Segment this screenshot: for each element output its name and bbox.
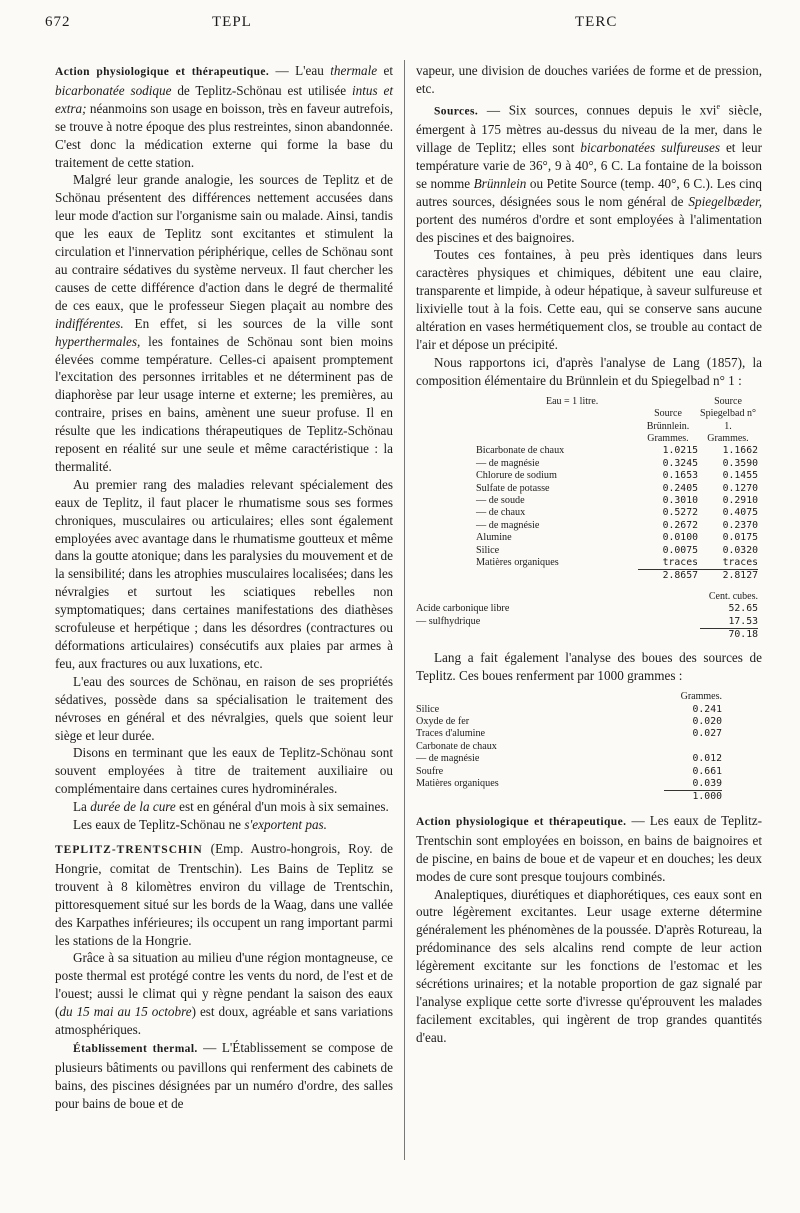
row-label: Bicarbonate de chaux <box>476 445 565 457</box>
boues-total: 1.000 <box>664 791 722 804</box>
row-value: 1.0215 <box>662 445 698 457</box>
paragraph-conclusion: Disons en terminant que les eaux de Teplitz-Schönau sont souvent employées à titre de traitement auxiliaire ou complémentaire dans certaines cures hydrominérales. <box>55 745 393 797</box>
paragraph-sources: Sources. — Six sources, connues depuis le xvi$^e$ siècle, émergent à 175 mètres au-dessus du niveau de la mer, dans le village de Teplitz; elles sont bicarbonatées sulfureuses et leur température varie de 36°, 9 à 40°, 6 C. La fontaine de la boisson se nomme Brünnlein ou Petite Source (temp. 40°, 6 C.). Les cinq autres sources, désignées sous le nom général de Spiegelbæder, portent des numéros d'ordre et sont employées à l'alimentation des piscines et des baignoires. <box>416 101 762 245</box>
unit-cent-cubes: Cent. cubes. <box>708 590 758 602</box>
row-value: 0.027 <box>692 728 722 740</box>
row-label: Soufre <box>416 765 444 777</box>
table-row <box>476 458 758 470</box>
gas-table <box>416 591 762 642</box>
table-row <box>416 778 722 791</box>
row-value: 0.0075 <box>662 544 698 556</box>
row-value: 0.241 <box>692 703 722 715</box>
paragraph-duree: La durée de la cure est en général d'un mois à six semaines. <box>73 799 389 815</box>
table-row <box>476 520 758 532</box>
column-divider <box>404 60 405 1160</box>
total-spiegelbad: 2.8127 <box>698 570 758 583</box>
gas-total: 70.18 <box>700 629 758 642</box>
left-column <box>55 62 393 1113</box>
row-value: 0.3590 <box>722 457 758 469</box>
table-row <box>476 470 758 482</box>
row-label: Acide carbonique libre <box>416 603 510 615</box>
running-header <box>0 14 800 36</box>
row-value: 17.53 <box>728 615 758 627</box>
row-value: 0.661 <box>692 765 722 777</box>
row-value: 0.1270 <box>722 482 758 494</box>
unit-grammes: Grammes. <box>680 691 722 703</box>
row-label: Silice <box>476 544 500 556</box>
table-row <box>416 704 722 716</box>
row-label: — de soude <box>476 494 525 506</box>
row-label: Matières organiques <box>416 778 499 790</box>
row-value: 0.2910 <box>722 494 758 506</box>
paragraph-maladies: Au premier rang des maladies relevant spécialement des eaux de Teplitz, il faut placer le rhumatisme sous ses formes chroniques, musculaires ou articulaires; elles sont également employées avec avantage dans le rhumatisme goutteux et même dans la goutte atonique; dans les paralysies du mouvement et de la sensibilité; dans les atrophies musculaires localisées; dans les névralgies et surtout les sciatiques rebelles non symptomatiques; dans certaines manifestations des diathèses scrofuleuse et herpétique ; dans les désordres (contractures ou déformations articulaires) consécutifs aux plaies par armes à feu, aux fractures ou aux luxations, etc. <box>55 476 393 671</box>
table-row <box>416 716 722 728</box>
paragraph-analyse-lang: Nous rapportons ici, d'après l'analyse de Lang (1857), la composition élémentaire du Brünnlein et du Spiegelbad n° 1 : <box>416 354 762 388</box>
table-row <box>476 507 758 519</box>
row-value: 0.3245 <box>662 457 698 469</box>
right-running-title: TERC <box>575 14 618 30</box>
table-row <box>476 445 758 457</box>
paragraph-boues: Lang a fait également l'analyse des boues des sources de Teplitz. Ces boues renferment par 1000 grammes : <box>416 650 762 684</box>
row-label: — de magnésie <box>476 519 540 531</box>
col-head-brunnlein: Source Brünnlein. <box>646 408 690 432</box>
row-value: 0.1653 <box>662 470 698 482</box>
boues-table <box>416 691 762 804</box>
paragraph-schonau: L'eau des sources de Schönau, en raison de ses propriétés sédatives, possède dans sa spécialisation le traitement des névroses en général et des névralgies, quels que soient leur siège et leur durée. <box>55 673 393 743</box>
row-label: Carbonate de chaux <box>416 740 497 752</box>
paragraph-vapeur: vapeur, une division de douches variées de forme et de pression, etc. <box>416 63 762 96</box>
analysis-table <box>416 396 762 583</box>
row-value: traces <box>662 556 698 568</box>
row-value <box>664 741 722 753</box>
paragraph-fontaines: Toutes ces fontaines, à peu près identiques dans leurs caractères physiques et chimiques, débitent une eau claire, transparente et limpide, à odeur hépatique, à saveur sulfureuse et lixivielle tout à la fois. Cette eau, qui se conserve sans aucune altération en vases hermétiquement clos, se trouble au contact de l'air et dépose un précipité. <box>416 247 762 352</box>
table-row <box>476 557 758 570</box>
paragraph-etablissement: Établissement thermal. — L'Établissement se compose de plusieurs bâtiments ou pavillons qui renferment des cabinets de bains, des piscines désignées par un numéro d'ordre, des salles pour bains de boue et de <box>55 1039 393 1111</box>
unit-grammes: Grammes. <box>647 432 689 444</box>
left-running-title: TEPL <box>212 14 252 30</box>
row-value: 0.0175 <box>722 532 758 544</box>
entry-headword: TEPLITZ-TRENTSCHIN <box>55 843 203 856</box>
row-value: 0.039 <box>692 778 722 790</box>
row-label: — sulfhydrique <box>416 615 481 627</box>
paragraph-action-trentschin: Action physiologique et thérapeutique. — Les eaux de Teplitz-Trentschin sont employées en boisson, en bains de baignoires et de piscine, en bains de boue et de vapeur et en douches; les deux modes de cure sont presque toujours combinés. <box>416 812 762 884</box>
row-label: — de chaux <box>476 507 526 519</box>
table-row <box>416 728 722 740</box>
table-row <box>476 545 758 557</box>
table-row <box>416 753 722 765</box>
row-label: Traces d'alumine <box>416 728 486 740</box>
row-value: 0.3010 <box>662 494 698 506</box>
row-label: Silice <box>416 703 440 715</box>
row-value: 52.65 <box>728 603 758 615</box>
row-value: 0.012 <box>692 753 722 765</box>
row-value: 0.1455 <box>722 470 758 482</box>
row-value: 0.2405 <box>662 482 698 494</box>
unit-grammes: Grammes. <box>707 432 749 444</box>
row-label: — de magnésie <box>416 753 480 765</box>
paragraph-analeptiques: Analeptiques, diurétiques et diaphorétiques, ces eaux sont en outre légèrement excitantes. Leur usage externe détermine généralement les phénomènes de la poussée. D'après Rotureau, la prédominance des sels alcalins rend compte de leur action légèrement excitante sur les fonctions de l'estomac et les sécrétions urinaires; et la notable proportion de gaz signalé par l'analyse explique cette sorte d'ivresse qu'éprouvent les malades facilement excitables, qui ingèrent de trop grandes quantités d'eau. <box>416 886 762 1045</box>
row-value: 0.2370 <box>722 519 758 531</box>
row-value: 0.4075 <box>722 507 758 519</box>
table-row <box>416 616 758 629</box>
total-brunnlein: 2.8657 <box>638 570 698 583</box>
row-value: 0.2672 <box>662 519 698 531</box>
table-row <box>416 741 722 753</box>
page-number: 672 <box>45 14 71 30</box>
table-caption: Eau = 1 litre. <box>546 395 599 407</box>
paragraph-climat: Grâce à sa situation au milieu d'une région montagneuse, ce poste thermal est protégé contre les vents du nord, de l'est et de l'ouest; aussi le climat qui y règne pendant la saison des eaux (du 15 mai au 15 octobre) est doux, agréable et sans variations atmosphériques. <box>55 950 393 1038</box>
col-head-spiegelbad: Source Spiegelbad n° 1. <box>700 395 756 432</box>
row-value: 1.1662 <box>722 445 758 457</box>
row-value: 0.020 <box>692 716 722 728</box>
row-value: 0.0320 <box>722 544 758 556</box>
entry-teplitz-trentschin: TEPLITZ-TRENTSCHIN (Emp. Austro-hongrois, Roy. de Hongrie, comitat de Trentschin). Les Bains de Teplitz se trouvent à 8 kilomètres environ du village de Trentschin, pittoresquement situé sur les bords de la Waag, dans une vallée des Karpathes inférieures; ils occupent un rang important parmi les stations de la Hongrie. <box>55 840 393 948</box>
row-value: 0.5272 <box>662 507 698 519</box>
row-label: Oxyde de fer <box>416 716 470 728</box>
row-label: Matières organiques <box>476 556 559 568</box>
row-label: Chlorure de sodium <box>476 470 557 482</box>
paragraph-export: Les eaux de Teplitz-Schönau ne s'exportent pas. <box>73 817 327 833</box>
row-label: — de magnésie <box>476 457 540 469</box>
table-row <box>416 603 758 615</box>
paragraph-analogy: Malgré leur grande analogie, les sources de Teplitz et de Schönau présentent des différences nettement accusées dans leur mode d'action sur l'organisme sain ou malade. Ainsi, tandis que les eaux de Teplitz sont excitantes et stimulent la circulation et l'innervation périphérique, celles de Schönau sont au contraire sédatives du système nerveux. Il faut chercher les causes de cette différence d'action dans le degré de thermalité de ces eaux, que le professeur Siegen plaçait au nombre des indifférentes. En effet, si les sources de la ville sont hyperthermales, les fontaines de Schönau sont bien moins élevées comme température. Celles-ci apaisent promptement l'excitation des personnes irritables et ne déterminent pas de diaphorèse par leur usage interne et externe; les premières, au contraire, prises en bains, amènent une sueur profuse. Il en résulte que les indications thérapeutiques de Teplitz-Schönau reposent en réalité sur une seule et même caractéristique : la thermalité. <box>55 172 393 474</box>
paragraph-action-teplitz: Action physiologique et thérapeutique. — L'eau thermale et bicarbonatée sodique de Teplitz-Schönau est utilisée intus et extra; néanmoins son usage en boisson, très en faveur autrefois, se trouve à notre époque des plus restreintes, sinon abandonnée. C'est donc la médication externe qui forme la base du traitement de cette station. <box>55 63 393 170</box>
table-row <box>416 766 722 778</box>
row-value: 0.0100 <box>662 532 698 544</box>
row-value: traces <box>722 556 758 568</box>
table-row <box>476 532 758 544</box>
right-column <box>416 62 762 1047</box>
table-row <box>476 483 758 495</box>
row-label: Sulfate de potasse <box>476 482 550 494</box>
row-label: Alumine <box>476 532 512 544</box>
table-row <box>476 495 758 507</box>
